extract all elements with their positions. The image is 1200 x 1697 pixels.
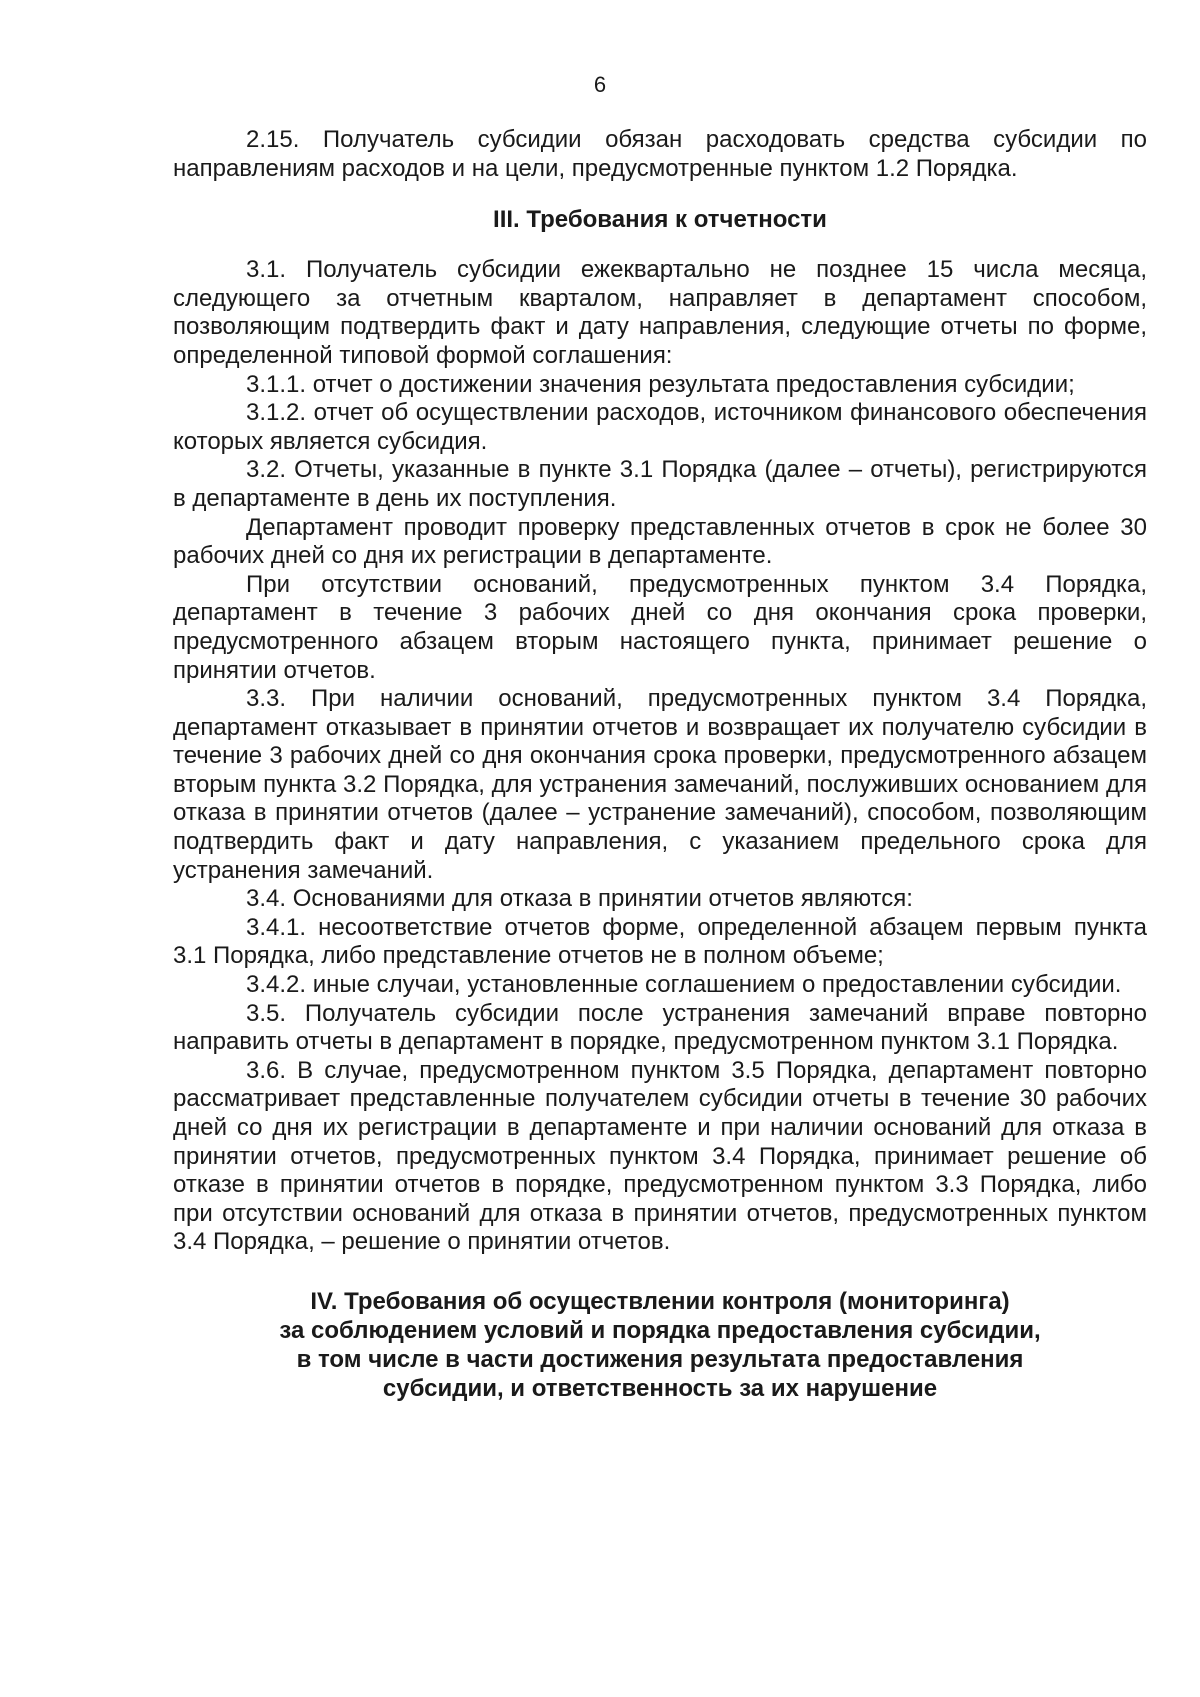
section-4-title-line: IV. Требования об осуществлении контроля (мониторинга): [310, 1287, 1010, 1315]
paragraph-3-2-check: Департамент проводит проверку представленных отчетов в срок не более 30 рабочих дней со дня их регистрации в департаменте.: [173, 513, 1147, 570]
paragraph-3-5: 3.5. Получатель субсидии после устранения замечаний вправе повторно направить отчеты в департамент в порядке, предусмотренном пунктом 3.1 Порядка.: [173, 999, 1147, 1056]
paragraph-3-1: 3.1. Получатель субсидии ежеквартально не позднее 15 числа месяца, следующего за отчетным кварталом, направляет в департамент способом, позволяющим подтвердить факт и дату направления, следующие отчеты по форме, определенной типовой формой соглашения:: [173, 256, 1147, 369]
document-body: [173, 126, 1147, 1403]
paragraph-3-2: 3.2. Отчеты, указанные в пункте 3.1 Порядка (далее – отчеты), регистрируются в департаменте в день их поступления.: [173, 456, 1147, 512]
section-3-title: III. Требования к отчетности: [493, 206, 827, 234]
section-4-title-line: субсидии, и ответственность за их нарушение: [382, 1374, 938, 1402]
paragraph-3-4-2: 3.4.2. иные случаи, установленные соглашением о предоставлении субсидии.: [246, 971, 1122, 999]
paragraph-3-4: 3.4. Основаниями для отказа в принятии отчетов являются:: [246, 885, 913, 913]
section-4-title-line: за соблюдением условий и порядка предоставления субсидии,: [279, 1316, 1041, 1344]
paragraph-3-4-1: 3.4.1. несоответствие отчетов форме, определенной абзацем первым пункта 3.1 Порядка, либо представление отчетов не в полном объеме;: [173, 913, 1147, 970]
section-4-title-line: в том числе в части достижения результата предоставления: [296, 1345, 1024, 1373]
section-4-title: [173, 1287, 1147, 1403]
paragraph-2-15: 2.15. Получатель субсидии обязан расходовать средства субсидии по направлениям расходов и на цели, предусмотренные пунктом 1.2 Порядка.: [173, 126, 1147, 182]
paragraph-3-6: 3.6. В случае, предусмотренном пунктом 3.5 Порядка, департамент повторно рассматривает представленные получателем субсидии отчеты в течение 30 рабочих дней со дня их регистрации в департаменте и при наличии оснований для отказа в принятии отчетов, предусмотренных пунктом 3.4 Порядка, принимает решение об отказе в принятии отчетов в порядке, предусмотренном пунктом 3.3 Порядка, либо при отсутствии оснований для отказа в принятии отчетов, предусмотренных пунктом 3.4 Порядка, – решение о принятии отчетов.: [173, 1056, 1147, 1256]
page-number: 6: [593, 72, 607, 97]
paragraph-3-1-1: 3.1.1. отчет о достижении значения результата предоставления субсидии;: [246, 370, 1075, 398]
paragraph-3-1-2: 3.1.2. отчет об осуществлении расходов, источником финансового обеспечения которых является субсидия.: [173, 399, 1147, 455]
paragraph-3-3: 3.3. При наличии оснований, предусмотренных пунктом 3.4 Порядка, департамент отказывает в принятии отчетов и возвращает их получателю субсидии в течение 3 рабочих дней со дня окончания срока проверки, предусмотренного абзацем вторым пункта 3.2 Порядка, для устранения замечаний, послуживших основанием для отказа в принятии отчетов (далее – устранение замечаний), способом, позволяющим подтвердить факт и дату направления, с указанием предельного срока для устранения замечаний.: [173, 685, 1147, 884]
paragraph-3-2-decision: При отсутствии оснований, предусмотренных пунктом 3.4 Порядка, департамент в течение 3 рабочих дней со дня окончания срока проверки, предусмотренного абзацем вторым настоящего пункта, принимает решение о принятии отчетов.: [173, 570, 1147, 684]
